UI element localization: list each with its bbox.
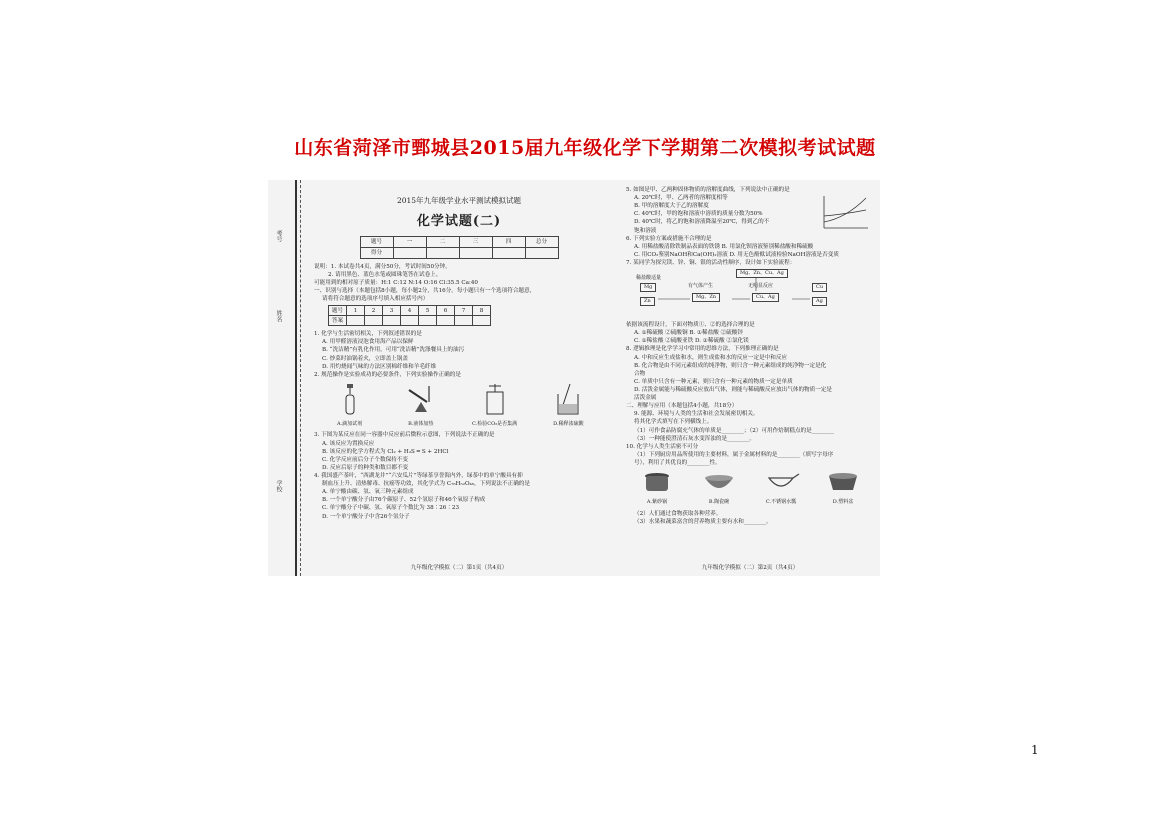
solubility-curve-figure — [816, 194, 870, 234]
binding-label-number: 考号 — [275, 230, 282, 242]
experiment-flowchart — [636, 269, 874, 319]
figure-caption: C.检验CO₂是否集满 — [472, 421, 518, 428]
answer-cell: 5 — [419, 306, 437, 316]
burner-icon — [401, 382, 441, 416]
question-option: A. 20℃时，甲、乙两者的溶解度相等 — [634, 195, 728, 202]
flow-label: 有气体产生 — [688, 283, 714, 290]
product-caption: C.不锈钢水瓢 — [765, 499, 797, 506]
question-option: D. 反应后原子的种类和数目都不变 — [322, 464, 409, 471]
question-line: 依据该流程设计，下面对物质①、②的选择合理的是 — [626, 322, 755, 329]
question-option: B. 甲的溶解度大于乙的溶解度 — [634, 203, 709, 210]
flow-box-mg: Mg — [640, 283, 656, 292]
score-cell — [492, 247, 525, 258]
exam-subject: 化学试题(二) — [416, 213, 502, 229]
question-line: 5. 如图是甲、乙两种固体物质的溶解度曲线，下列说法中正确的是 — [626, 187, 790, 193]
binding-label-name: 姓名 — [275, 310, 282, 322]
score-cell — [459, 247, 492, 258]
question-option: B. 该反应的化学方程式为 Cl₂ + H₂S ═ S + 2HCl — [322, 448, 449, 455]
binding-dashed-line — [300, 180, 301, 576]
question-option: D. 一个单宁酸分子中含26个氢分子 — [322, 513, 410, 520]
flow-label: 无明显反应 — [748, 283, 774, 290]
answer-cell — [419, 316, 437, 326]
flow-label: 稀盐酸适量 — [636, 275, 662, 282]
flow-box-cu-ag: Cu、Ag — [752, 293, 779, 302]
score-table — [360, 236, 559, 259]
note-line: 说明：1. 本试卷共4页，满分50分，考试时间50分钟。 — [314, 263, 451, 270]
figure-co2-test — [472, 382, 517, 429]
answer-cell — [455, 316, 473, 326]
question-option: D. 用灼烧闻气味的方法区别棉纤维和羊毛纤维 — [322, 363, 437, 370]
question-line: 9. 能源、环境与人类的生活和社会发展密切相关。 — [634, 411, 759, 418]
question-line: （3）一种能使澄清石灰水变浑浊的是________。 — [634, 435, 756, 442]
question-line: 3. 下图为某反应在同一容器中反应前后微粒示意图，下列说法不正确的是 — [314, 432, 495, 439]
question-line: 4. 我国盛产茶叶，“西湖龙井”“六安瓜片”等绿茶享誉海内外，绿茶中的单宁酸具有抑 — [314, 472, 523, 479]
answer-cell: 答案 — [329, 316, 347, 326]
kitchenware-figures — [626, 470, 874, 507]
question-line: 7. 某同学为探究镁、锌、铜、银的活动性顺序，设计如下实验流程： — [626, 259, 796, 266]
product-caption: B.陶瓷碗 — [708, 499, 730, 506]
product-plastic-basin — [823, 470, 863, 507]
answer-table — [328, 305, 491, 326]
question-option: A. 该反应为置换反应 — [322, 440, 375, 447]
question-line: 8. 逻辑推理是化学学习中常用的思维方法，下列推理正确的是 — [626, 346, 779, 353]
note-line: 2. 请用黑色、蓝色水笔或圆珠笔答在试卷上。 — [328, 271, 442, 278]
figure-caption: B.液体加热 — [408, 421, 434, 428]
flow-box-ag: Ag — [812, 297, 827, 306]
answer-cell: 2 — [365, 306, 383, 316]
section-heading: 请将符合题意的选项序号填入相应括号内） — [322, 296, 429, 303]
flow-box-all-metals: Mg、Zn、Cu、Ag — [736, 269, 788, 278]
exam-header: 2015年九年级学业水平测试模拟试题 — [396, 196, 522, 205]
score-cell: 三 — [459, 236, 492, 247]
question-option: B. 一个单宁酸分子由76个碳原子、52个氢原子和46个氧原子构成 — [322, 497, 486, 504]
question-option: 饱和溶液 — [634, 227, 657, 234]
answer-cell — [365, 316, 383, 326]
flow-box-zn: Zn — [640, 297, 655, 306]
test-tube-icon — [330, 382, 370, 416]
beaker-icon — [548, 382, 588, 416]
pot-icon — [637, 470, 677, 494]
question-line: （3）水果和蔬菜富含的营养物质主要有水和________。 — [634, 518, 772, 525]
question-line: 6. 下列实验方案或措施不合理的是 — [626, 235, 712, 242]
answer-cell: 4 — [401, 306, 419, 316]
answer-cell: 1 — [347, 306, 365, 316]
answer-cell — [347, 316, 365, 326]
score-cell: 四 — [492, 236, 525, 247]
binding-strip — [268, 180, 308, 576]
flow-box-mg-zn: Mg、Zn — [692, 293, 720, 302]
question-option: A. 用甲醛溶液浸泡食用海产品以保鲜 — [322, 339, 414, 346]
question-line: （2）人们通过食物获取各种营养。 — [634, 510, 722, 517]
question-line: （1）可作食品防腐充气体的单质是________；（2）可用作焙制糕点的是________ — [634, 427, 835, 434]
question-line: 10. 化学与人类生活密不可分 — [626, 443, 699, 450]
score-cell — [393, 247, 426, 258]
score-cell: 题号 — [360, 236, 393, 247]
answer-cell: 7 — [455, 306, 473, 316]
exam-left-column — [314, 180, 604, 576]
page-footer-right: 九年级化学模拟（二）第2页（共4页） — [701, 564, 799, 571]
exam-right-column — [626, 180, 874, 576]
note-line: 可能用到的相对原子质量：H:1 C:12 N:14 O:16 Cl:35.5 Ca:40 — [314, 279, 478, 286]
question-option: 合物 — [634, 370, 646, 377]
answer-cell — [473, 316, 491, 326]
basin-icon — [823, 470, 863, 494]
question-option: D. 活泼金属能与稀硫酸反应放出气体，则能与稀硫酸反应放出气体的物质一定是 — [634, 386, 833, 393]
product-caption: D.塑料盆 — [832, 499, 854, 506]
answer-cell: 6 — [437, 306, 455, 316]
question-option: 活泼金属 — [634, 395, 657, 402]
bowl-icon — [699, 470, 739, 494]
question-option: A. 用稀盐酸清除铁制品表面的铁锈 B. 用氯化钡溶液鉴别稀盐酸和稀硫酸 — [634, 243, 814, 250]
question-option: C. 单质中只含有一种元素，则只含有一种元素的物质一定是单质 — [634, 378, 793, 385]
product-ceramic-bowl — [699, 470, 739, 507]
question-option: C. 单宁酸分子中碳、氢、氧原子个数比为 38∶26∶23 — [322, 505, 460, 512]
answer-cell: 8 — [473, 306, 491, 316]
product-steel-ladle — [761, 470, 801, 507]
question-line: （1）下列厨房用品所使用的主要材料，属于金属材料的是________（填写字母序 — [634, 451, 834, 458]
question-option: A. 中和反应生成盐和水，则生成盐和水的反应一定是中和反应 — [634, 354, 788, 361]
product-clay-pot — [637, 470, 677, 507]
question-option: B. 化合物是由不同元素组成的纯净物，则只含一种元素组成的纯净物一定是化 — [634, 362, 827, 369]
gas-bottle-icon — [475, 382, 515, 416]
score-cell: 得分 — [360, 247, 393, 258]
flow-arrows — [636, 269, 836, 319]
question-line: 号），利用了其优良的________性。 — [634, 459, 721, 466]
score-cell — [525, 247, 558, 258]
flow-box-cu: Cu — [812, 283, 827, 292]
binding-line — [295, 180, 297, 576]
figure-caption: A.滴加试剂 — [336, 421, 363, 428]
figure-caption: D.稀释浓硫酸 — [553, 421, 584, 428]
product-caption: A.紫砂锅 — [646, 499, 668, 506]
question-option: C. ①稀盐酸 ②硫酸亚铁 D. ①稀硫酸 ②氯化镁 — [634, 338, 749, 345]
question-option: C. 化学反应前后分子个数保持不变 — [322, 456, 408, 463]
question-line: 将其化学式填写在下列横线上。 — [634, 419, 713, 426]
section-heading: 二、理解与应用（本题包括4小题，共18分） — [626, 403, 738, 410]
score-cell: 一 — [393, 236, 426, 247]
page-footer-left: 九年级化学模拟（二）第1页（共4页） — [410, 564, 508, 571]
section-heading: 一、识别与选择（本题包括8小题，每小题2分，共16分。每小题只有一个选项符合题意， — [314, 288, 536, 295]
answer-cell — [401, 316, 419, 326]
question-option: C. 用CO₂鉴别NaOH和Ca(OH)₂溶液 D. 用无色酚酞试液检验NaOH溶液是否变质 — [634, 251, 839, 258]
question-option: C. 40℃时，甲的饱和溶液中溶质的质量分数为50% — [634, 211, 763, 218]
experiment-figures — [314, 382, 604, 429]
score-cell: 总分 — [525, 236, 558, 247]
question-line: 1. 化学与生活密切相关，下列叙述错误的是 — [314, 331, 422, 338]
answer-cell: 3 — [383, 306, 401, 316]
question-option: C. 炒菜时油锅着火，立即盖上锅盖 — [322, 355, 408, 362]
question-line: 制血压上升、清热解毒、抗癌等功效，其化学式为 C₇₆H₅₂O₄₆，下列说法不正确的是 — [322, 481, 530, 488]
answer-cell — [437, 316, 455, 326]
ladle-icon — [761, 470, 801, 494]
question-option: D. 40℃时，将乙的饱和溶液降温至20℃，得到乙的不 — [634, 219, 770, 226]
page-number: 1 — [1031, 743, 1039, 757]
figure-heating — [401, 382, 441, 429]
question-line: 2. 规范操作是实验成功的必要条件，下列实验操作正确的是 — [314, 371, 461, 378]
document-title: 山东省菏泽市鄄城县2015届九年级化学下学期第二次模拟考试试题 — [294, 137, 876, 159]
score-cell — [426, 247, 459, 258]
scanned-exam-page — [268, 180, 880, 576]
answer-cell — [383, 316, 401, 326]
question-option: A. 单宁酸由碳、氢、氧三种元素组成 — [322, 489, 414, 496]
figure-dropping — [330, 382, 370, 429]
question-option: A. ①稀硫酸 ②硫酸铜 B. ①稀盐酸 ②硫酸锌 — [634, 330, 743, 337]
score-cell: 二 — [426, 236, 459, 247]
binding-label-school: 学校 — [275, 480, 282, 492]
answer-cell: 题号 — [329, 306, 347, 316]
figure-dilution — [548, 382, 588, 429]
question-option: B. “洗洁精”有乳化作用，可用“洗洁精”洗涤餐具上的油污 — [322, 347, 465, 354]
